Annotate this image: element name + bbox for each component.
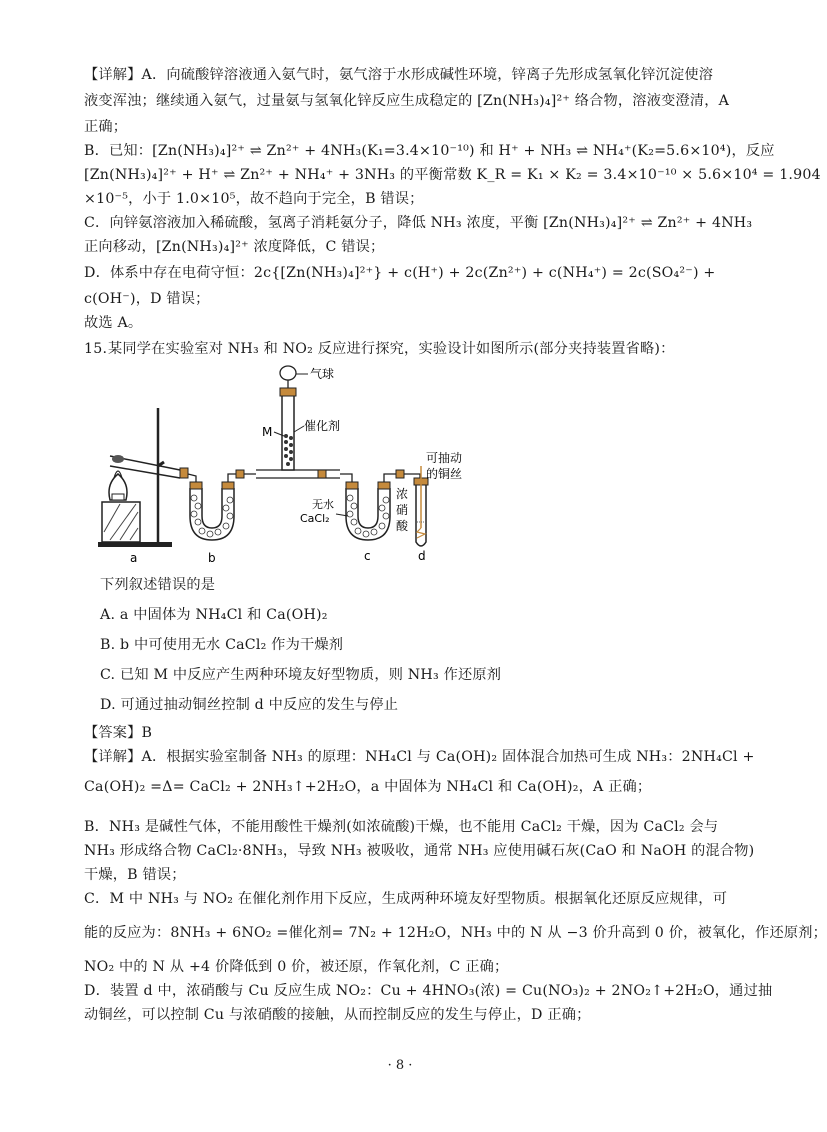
acid-label-3: 酸 — [396, 519, 409, 533]
q14-explanation-a-line3: 正确； — [84, 119, 128, 135]
option-c: C. 已知 M 中反应产生两种环境友好型物质，则 NH₃ 作还原剂 — [100, 667, 502, 683]
label-b: b — [208, 551, 216, 565]
catalyst-label: 催化剂 — [304, 419, 341, 433]
q15-explanation-b-line2: NH₃ 形成络合物 CaCl₂·8NH₃，导致 NH₃ 被吸收，通常 NH₃ 应使用碱石灰(CaO 和 NaOH 的混合物) — [84, 843, 755, 859]
drying-agent-c — [347, 495, 389, 537]
option-b: B. b 中可使用无水 CaCl₂ 作为干燥剂 — [100, 637, 344, 653]
q15-explanation-b-line3: 干燥，B 错误； — [84, 867, 186, 883]
label-a: a — [130, 551, 138, 565]
q15-explanation-d-line1: D．装置 d 中，浓硝酸与 Cu 反应生成 NO₂：Cu + 4HNO₃(浓) = Cu(NO₃)₂ + 2NO₂↑+2H₂O，通过抽 — [84, 983, 773, 999]
q14-explanation-a-line1: 【详解】A．向硫酸锌溶液通入氨气时，氨气溶于水形成碱性环境，锌离子先形成氢氧化锌沉淀使溶 — [84, 67, 714, 83]
option-d: D. 可通过抽动铜丝控制 d 中反应的发生与停止 — [100, 697, 399, 713]
stopper — [180, 468, 188, 478]
label-c: c — [364, 549, 371, 563]
solid-reagent — [112, 455, 124, 463]
drying-agent-label-1: 无水 — [312, 498, 334, 511]
apparatus-diagram — [90, 366, 463, 566]
q14-explanation-c-line2: 正向移动，[Zn(NH₃)₄]²⁺ 浓度降低，C 错误； — [84, 239, 385, 255]
q15-explanation-c-line2: 能的反应为：8NH₃ + 6NO₂ =催化剂= 7N₂ + 12H₂O，NH₃ 中的 N 从 −3 价升高到 0 价，被氧化，作还原剂； — [84, 925, 827, 941]
copper-wire-label-2: 的铜丝 — [426, 467, 463, 481]
acid-label-1: 浓 — [396, 487, 409, 501]
option-a: A. a 中固体为 NH₄Cl 和 Ca(OH)₂ — [100, 607, 328, 623]
q14-explanation-d-line1: D．体系中存在电荷守恒：2c{[Zn(NH₃)₄]²⁺} + c(H⁺) + 2c(Zn²⁺) + c(NH₄⁺) = 2c(SO₄²⁻) + — [84, 265, 716, 281]
q15-explanation-c-line3: NO₂ 中的 N 从 +4 价降低到 0 价，被还原，作氧化剂，C 正确； — [84, 959, 509, 975]
m-label: M — [262, 425, 273, 439]
label-d: d — [418, 549, 426, 563]
q15-prompt: 下列叙述错误的是 — [100, 577, 216, 593]
question-stem-text: 某同学在实验室对 NH₃ 和 NO₂ 反应进行探究，实验设计如图所示(部分夹持装置省略)： — [108, 341, 675, 357]
copper-wire-label-1: 可抽动 — [426, 451, 463, 465]
q15-explanation-b-line1: B．NH₃ 是碱性气体，不能用酸性干燥剂(如浓硫酸)干燥，也不能用 CaCl₂ 干燥，因为 CaCl₂ 会与 — [84, 819, 719, 835]
q14-explanation-b-line3: ×10⁻⁵，小于 1.0×10⁵，故不趋向于完全，B 错误； — [84, 191, 424, 207]
q14-explanation-b-line2: [Zn(NH₃)₄]²⁺ + H⁺ ⇌ Zn²⁺ + NH₄⁺ + 3NH₃ 的平衡常数 K_R = K₁ × K₂ = 3.4×10⁻¹⁰ × 5.6×10⁴ = 1.904 — [84, 167, 821, 183]
answer: 【答案】B — [84, 725, 153, 741]
question-number: 15. — [84, 341, 108, 357]
q15-explanation-a-line2: Ca(OH)₂ =Δ= CaCl₂ + 2NH₃↑+2H₂O，a 中固体为 NH₄Cl 和 Ca(OH)₂，A 正确； — [84, 779, 652, 795]
q15-explanation-c-line1: C．M 中 NH₃ 与 NO₂ 在催化剂作用下反应，生成两种环境友好型物质。根据氧化还原反应规律，可 — [84, 891, 728, 907]
drying-agent-b — [191, 495, 233, 537]
q15-explanation-a-line1: 【详解】A．根据实验室制备 NH₃ 的原理：NH₄Cl 与 Ca(OH)₂ 固体混合加热可生成 NH₃：2NH₄Cl + — [84, 749, 755, 765]
acid-label-2: 硝 — [396, 503, 409, 517]
q14-explanation-c-line1: C．向锌氨溶液加入稀硫酸，氢离子消耗氨分子，降低 NH₃ 浓度，平衡 [Zn(NH₃)₄]²⁺ ⇌ Zn²⁺ + 4NH₃ — [84, 215, 753, 231]
q14-conclusion: 故选 A。 — [84, 315, 143, 331]
q14-explanation-b-line1: B．已知：[Zn(NH₃)₄]²⁺ ⇌ Zn²⁺ + 4NH₃(K₁=3.4×10⁻¹⁰) 和 H⁺ + NH₃ ⇌ NH₄⁺(K₂=5.6×10⁴)，反应 — [84, 143, 775, 159]
burner-box — [102, 502, 140, 542]
q15-explanation-d-line2: 动铜丝，可以控制 Cu 与浓硝酸的接触，从而控制反应的发生与停止，D 正确； — [84, 1007, 591, 1023]
balloon-label: 气球 — [310, 367, 335, 381]
q15-stem — [84, 338, 734, 360]
drying-agent-label-2: CaCl₂ — [300, 512, 330, 525]
page-number: · 8 · — [387, 1058, 413, 1073]
q14-explanation-d-line2: c(OH⁻)，D 错误； — [84, 291, 210, 307]
q14-explanation-a-line2: 液变浑浊；继续通入氨气，过量氨与氢氧化锌反应生成稳定的 [Zn(NH₃)₄]²⁺ 络合物，溶液变澄清，A — [84, 93, 730, 109]
balloon-icon — [280, 366, 296, 380]
